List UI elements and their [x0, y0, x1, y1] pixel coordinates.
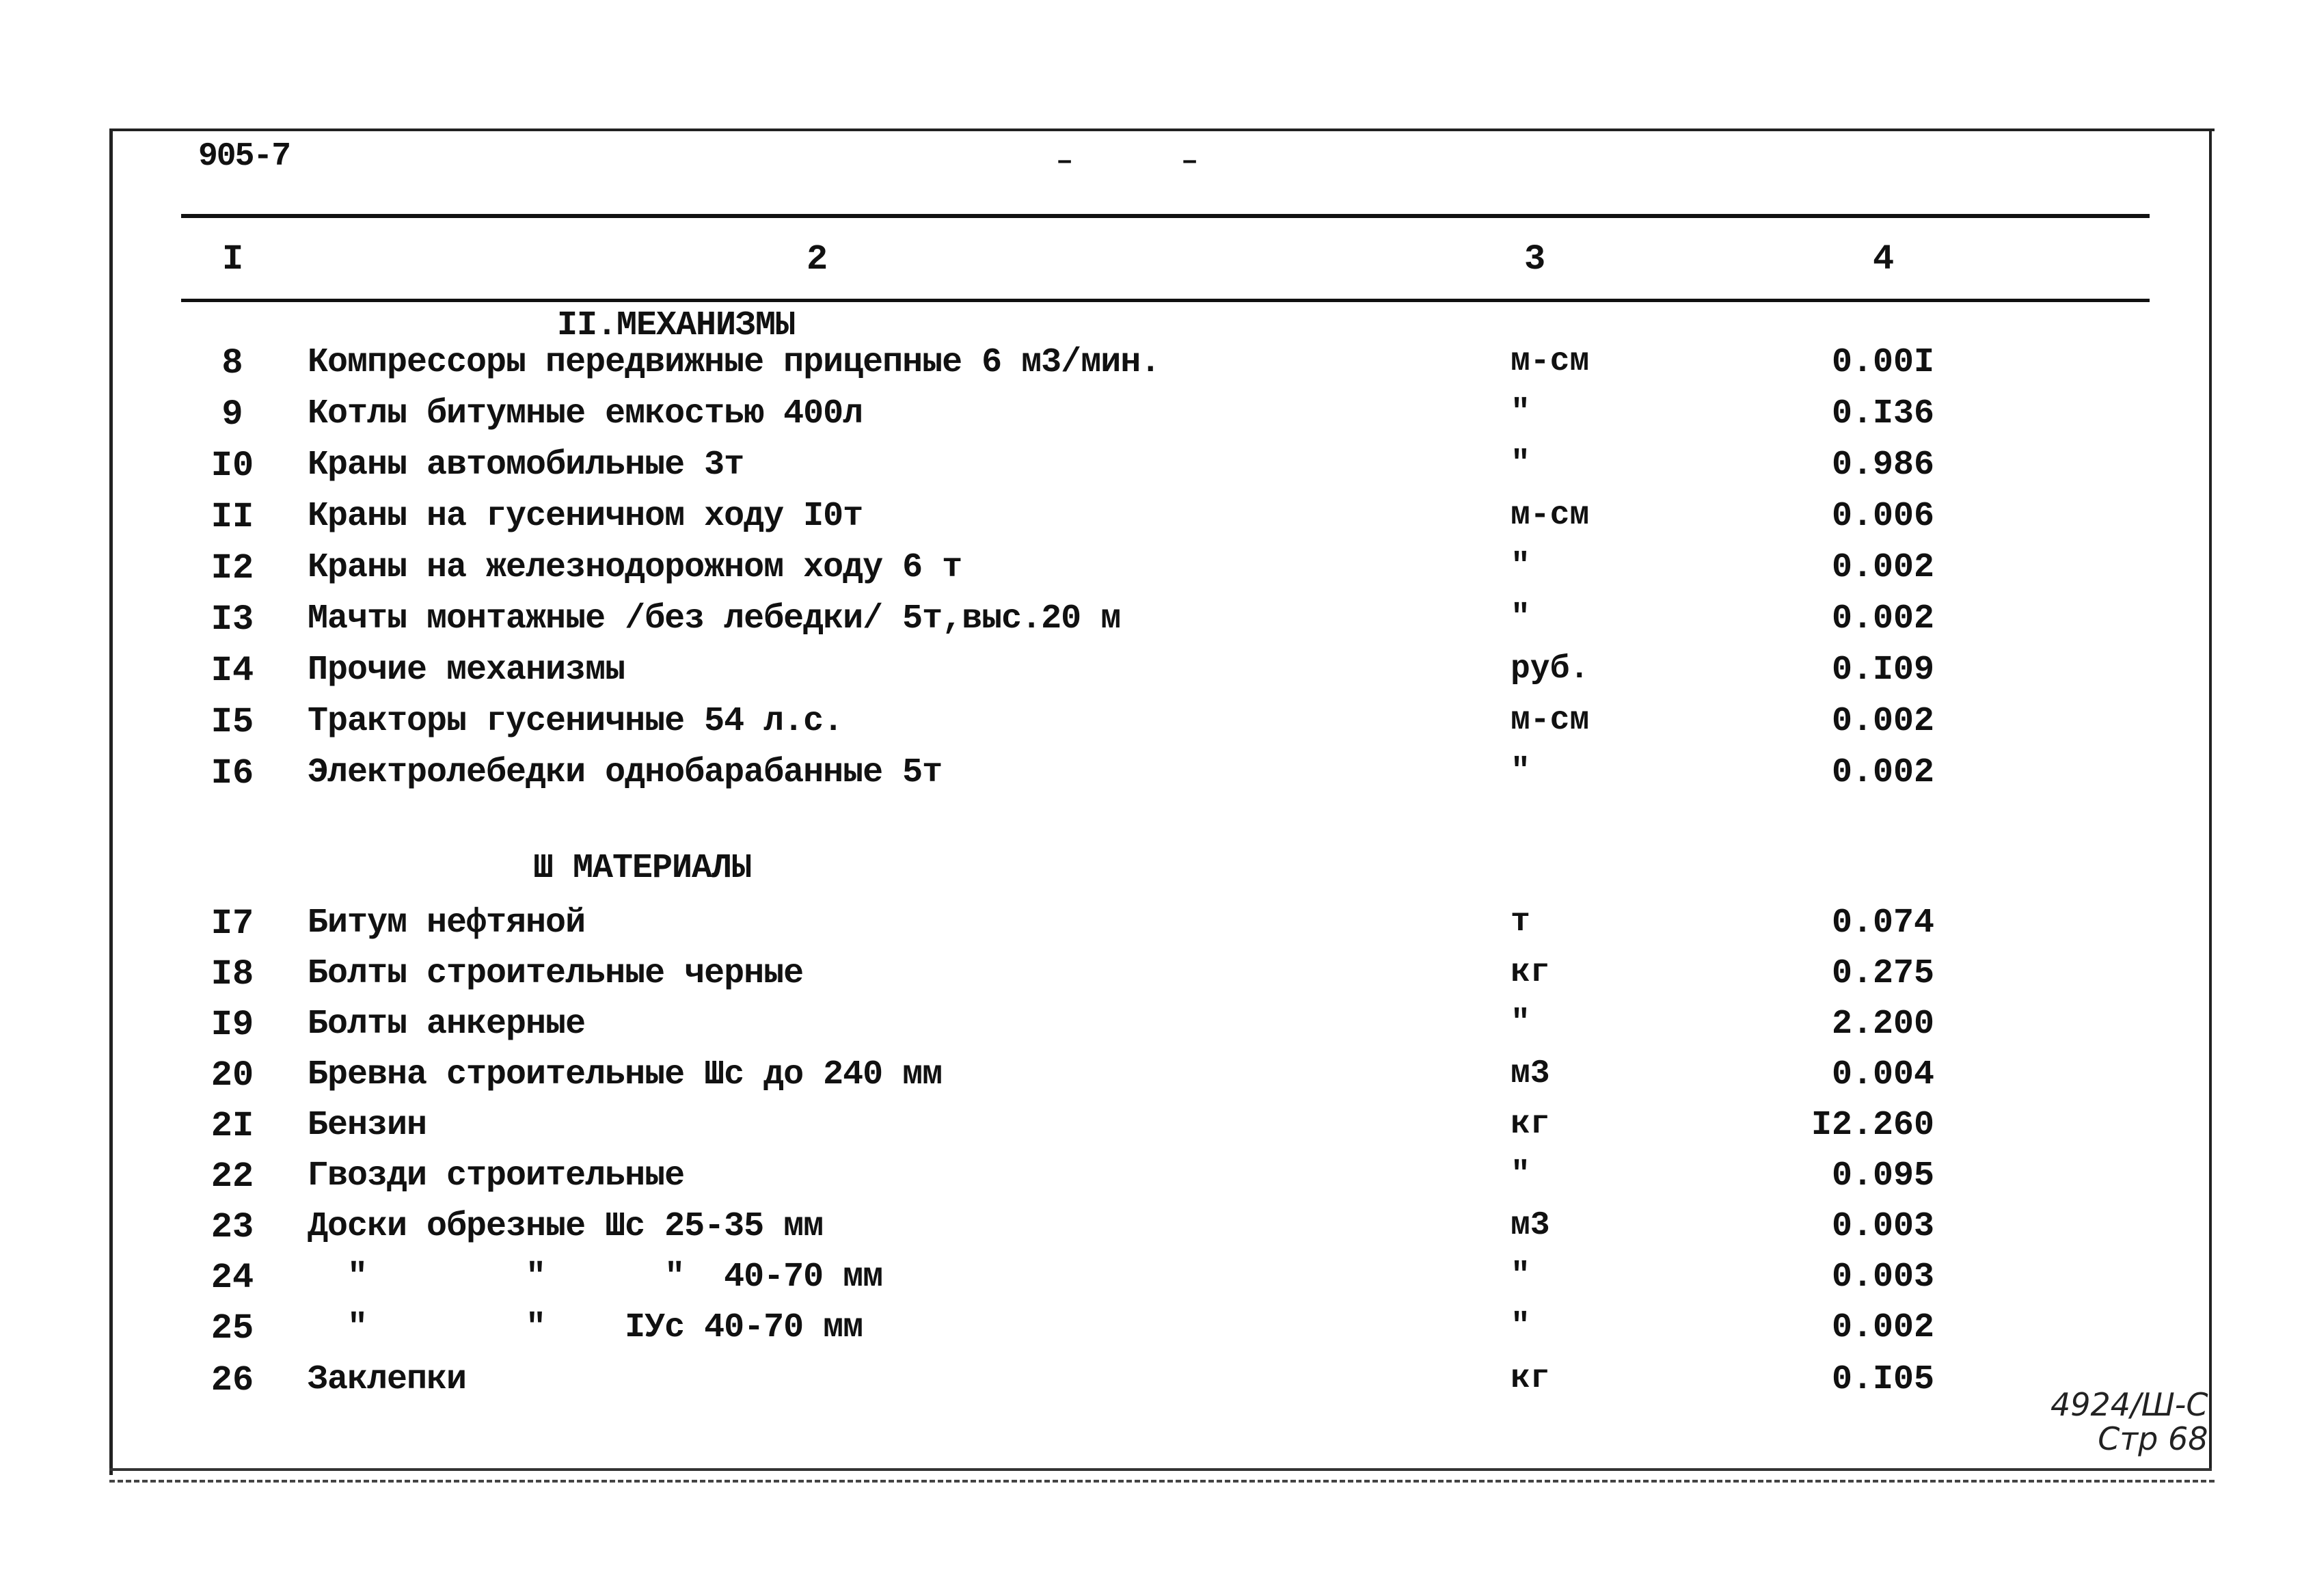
row-unit: " — [1511, 1005, 1530, 1042]
row-unit: " — [1511, 446, 1530, 483]
row-name: " " " 40-70 мм — [308, 1258, 883, 1297]
table-row — [0, 446, 2315, 496]
row-value: 2.200 — [1831, 1005, 1934, 1044]
table-row — [0, 394, 2315, 445]
document-code: 905-7 — [198, 138, 290, 175]
row-value: 0.003 — [1831, 1207, 1934, 1246]
row-number: 2I — [211, 1106, 254, 1146]
row-unit: м3 — [1511, 1055, 1550, 1092]
table-row — [0, 1207, 2315, 1258]
row-value: 0.006 — [1831, 497, 1934, 536]
header-dash-mark: – — [1056, 145, 1074, 178]
row-number: 26 — [211, 1360, 254, 1401]
row-name: Гвозди строительные — [308, 1157, 685, 1195]
row-value: 0.004 — [1831, 1055, 1934, 1094]
row-value: 0.002 — [1831, 753, 1934, 792]
row-unit: м3 — [1511, 1207, 1550, 1244]
table-row — [0, 343, 2315, 394]
row-name: Компрессоры передвижные прицепные 6 м3/мин. — [308, 343, 1161, 382]
table-row — [0, 1308, 2315, 1359]
table-row — [0, 904, 2315, 954]
frame-top-border — [109, 129, 2215, 131]
row-unit: кг — [1511, 1360, 1550, 1397]
row-unit: " — [1511, 1258, 1530, 1295]
row-value: I2.260 — [1811, 1106, 1934, 1145]
column-header-2: 2 — [807, 239, 828, 280]
row-number: I2 — [211, 548, 254, 589]
row-unit: " — [1511, 1157, 1530, 1193]
row-number: I3 — [211, 599, 254, 640]
row-number: 25 — [211, 1308, 254, 1349]
row-number: 22 — [211, 1157, 254, 1197]
table-row — [0, 954, 2315, 1005]
row-number: I9 — [211, 1005, 254, 1045]
table-row — [0, 1258, 2315, 1308]
row-value: 0.095 — [1831, 1157, 1934, 1195]
row-unit: " — [1511, 599, 1530, 636]
row-unit: кг — [1511, 1106, 1550, 1143]
table-row — [0, 497, 2315, 547]
column-header-3: 3 — [1524, 239, 1546, 280]
row-value: 0.I05 — [1831, 1360, 1934, 1399]
row-name: Заклепки — [308, 1360, 467, 1399]
table-row — [0, 548, 2315, 599]
row-value: 0.002 — [1831, 702, 1934, 741]
row-number: I8 — [211, 954, 254, 995]
table-row — [0, 599, 2315, 650]
row-name: Болты анкерные — [308, 1005, 586, 1044]
row-name: Краны на гусеничном ходу I0т — [308, 497, 863, 536]
section-title-mechanisms: II.МЕХАНИЗМЫ — [557, 306, 796, 345]
row-number: I0 — [211, 446, 254, 486]
row-number: II — [211, 497, 254, 537]
row-value: 0.I09 — [1831, 651, 1934, 690]
row-name: Краны автомобильные 3т — [308, 446, 744, 485]
row-unit: м-см — [1511, 497, 1590, 534]
row-value: 0.002 — [1831, 1308, 1934, 1347]
row-name: Тракторы гусеничные 54 л.с. — [308, 702, 843, 741]
row-number: 8 — [221, 343, 243, 383]
header-dash-mark: – — [1181, 145, 1199, 178]
table-row — [0, 1055, 2315, 1106]
stamp-code: 4924/Ш-С — [2050, 1386, 2208, 1423]
row-name: Бензин — [308, 1106, 427, 1145]
row-value: 0.074 — [1831, 904, 1934, 943]
table-row — [0, 1157, 2315, 1207]
table-row — [0, 702, 2315, 753]
row-unit: кг — [1511, 954, 1550, 991]
row-number: 20 — [211, 1055, 254, 1096]
row-number: 23 — [211, 1207, 254, 1247]
row-value: 0.003 — [1831, 1258, 1934, 1297]
table-row — [0, 753, 2315, 804]
row-name: Бревна строительные Шс до 240 мм — [308, 1055, 943, 1094]
section-title-materials: Ш МАТЕРИАЛЫ — [533, 849, 752, 888]
row-number: I5 — [211, 702, 254, 742]
row-name: Прочие механизмы — [308, 651, 625, 690]
table-row — [0, 1360, 2315, 1411]
row-name: Битум нефтяной — [308, 904, 586, 943]
scan-bottom-line — [109, 1480, 2215, 1483]
column-header-4: 4 — [1873, 239, 1895, 280]
row-unit: " — [1511, 1308, 1530, 1345]
row-number: 9 — [221, 394, 243, 435]
row-number: I4 — [211, 651, 254, 691]
row-value: 0.986 — [1831, 446, 1934, 485]
row-name: " " IУс 40-70 мм — [308, 1308, 863, 1347]
row-name: Краны на железнодорожном ходу 6 т — [308, 548, 962, 587]
row-value: 0.I36 — [1831, 394, 1934, 433]
table-header-rule — [181, 299, 2150, 302]
table-row — [0, 1106, 2315, 1157]
row-name: Электролебедки однобарабанные 5т — [308, 753, 943, 792]
row-name: Мачты монтажные /без лебедки/ 5т,выс.20 м — [308, 599, 1121, 638]
row-name: Доски обрезные Шс 25-35 мм — [308, 1207, 824, 1246]
row-unit: руб. — [1511, 651, 1590, 688]
row-name: Котлы битумные емкостью 400л — [308, 394, 863, 433]
row-number: I6 — [211, 753, 254, 794]
column-header-1: I — [222, 239, 244, 280]
row-number: I7 — [211, 904, 254, 944]
table-row — [0, 651, 2315, 701]
row-unit: м-см — [1511, 702, 1590, 739]
row-unit: " — [1511, 753, 1530, 790]
row-value: 0.275 — [1831, 954, 1934, 993]
frame-bottom-border — [109, 1468, 2212, 1471]
row-value: 0.002 — [1831, 548, 1934, 587]
row-unit: " — [1511, 548, 1530, 585]
row-unit: т — [1511, 904, 1530, 941]
row-name: Болты строительные черные — [308, 954, 804, 993]
table-top-rule — [181, 214, 2150, 218]
stamp-page: Стр 68 — [2098, 1420, 2208, 1457]
row-value: 0.002 — [1831, 599, 1934, 638]
table-row — [0, 1005, 2315, 1055]
row-value: 0.00I — [1831, 343, 1934, 382]
row-unit: " — [1511, 394, 1530, 431]
row-number: 24 — [211, 1258, 254, 1298]
row-unit: м-см — [1511, 343, 1590, 380]
page-stamp — [2050, 1388, 2208, 1456]
